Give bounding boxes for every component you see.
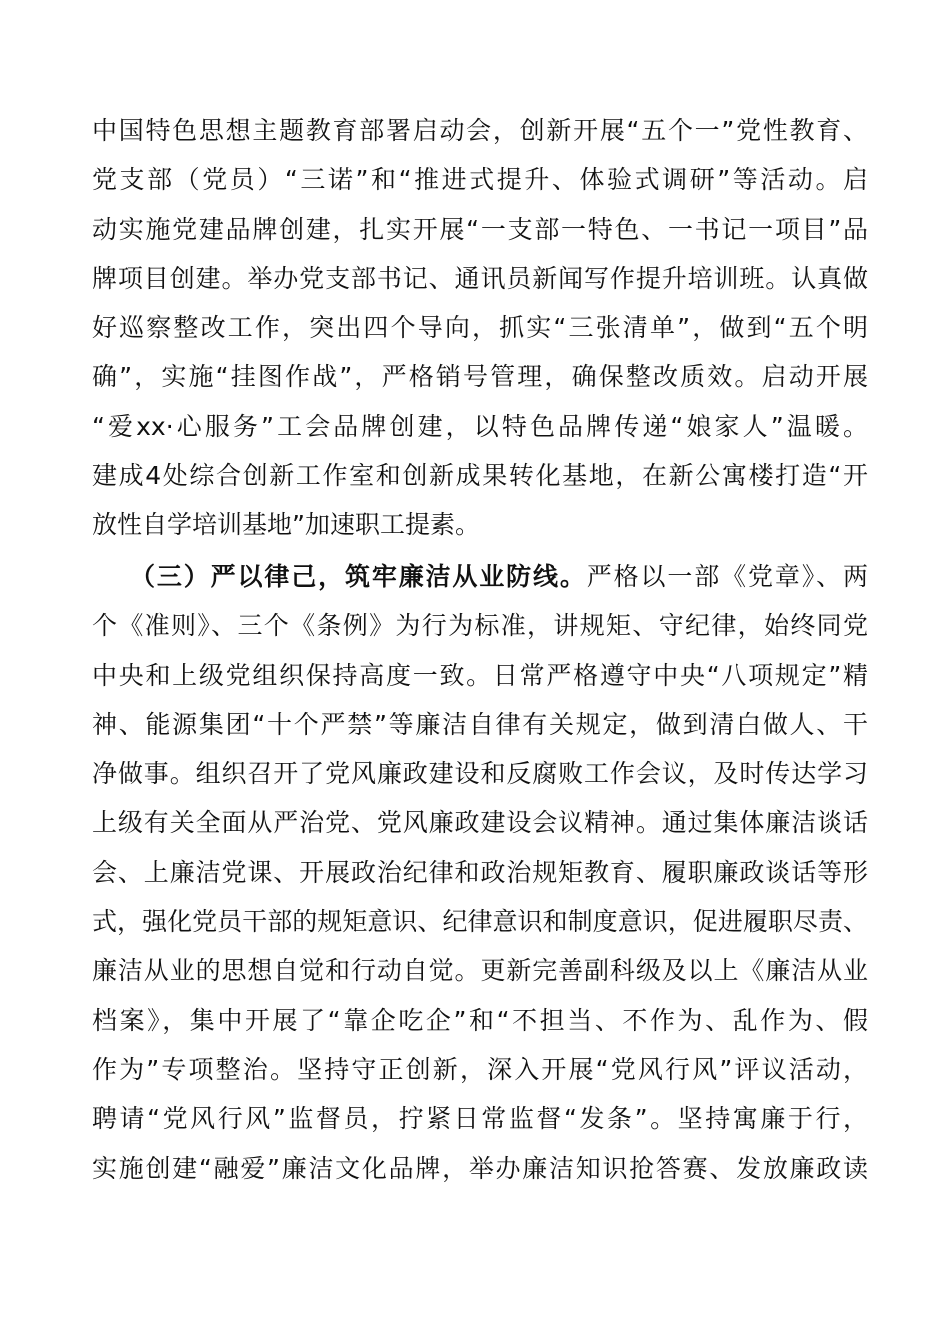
text-line: 个《准则》、三个《条例》为行为标准，讲规矩、守纪律，始终同党 xyxy=(92,611,868,641)
text-line: 净做事。组织召开了党风廉政建设和反腐败工作会议，及时传达学习 xyxy=(92,759,868,789)
text-line: 牌项目创建。举办党支部书记、通讯员新闻写作提升培训班。认真做 xyxy=(92,263,868,293)
text-line: 放性自学培训基地”加速职工提素。 xyxy=(92,510,480,540)
text-line: 建成4处综合创新工作室和创新成果转化基地，在新公寓楼打造“开 xyxy=(92,461,868,491)
text-line: 会、上廉洁党课、开展政治纪律和政治规矩教育、履职廉政谈话等形 xyxy=(92,857,868,887)
text-line: 确”，实施“挂图作战”，严格销号管理，确保整改质效。启动开展 xyxy=(92,362,868,392)
paragraph-party-building xyxy=(92,106,868,550)
text-line: 中央和上级党组织保持高度一致。日常严格遵守中央“八项规定”精 xyxy=(92,660,868,690)
text-line: 聘请“党风行风”监督员，拧紧日常监督“发条”。坚持寓廉于行， xyxy=(92,1104,868,1134)
text-line: 好巡察整改工作，突出四个导向，抓实“三张清单”，做到“五个明 xyxy=(92,313,868,343)
text-line: 党支部（党员）“三诺”和“推进式提升、体验式调研”等活动。启 xyxy=(92,165,868,195)
text-line: “爱xx·心服务”工会品牌创建，以特色品牌传递“娘家人”温暖。 xyxy=(92,411,868,441)
text-line: 中国特色思想主题教育部署启动会，创新开展“五个一”党性教育、 xyxy=(92,116,868,145)
text-line: 作为”专项整治。坚持守正创新，深入开展“党风行风”评议活动， xyxy=(92,1054,868,1084)
text-line-first xyxy=(92,552,868,601)
text-line: 神、能源集团“十个严禁”等廉洁自律有关规定，做到清白做人、干 xyxy=(92,709,868,739)
text-line: 廉洁从业的思想自觉和行动自觉。更新完善副科级及以上《廉洁从业 xyxy=(92,956,868,986)
text-line: 实施创建“融爱”廉洁文化品牌，举办廉洁知识抢答赛、发放廉政读 xyxy=(92,1153,868,1183)
section-heading: （三）严以律己，筑牢廉洁从业防线。 xyxy=(130,562,587,591)
text-line: 档案》，集中开展了“靠企吃企”和“不担当、不作为、乱作为、假 xyxy=(92,1005,868,1035)
text-line: 上级有关全面从严治党、党风廉政建设会议精神。通过集体廉洁谈话 xyxy=(92,808,868,838)
text-run: 严格以一部《党章》、两 xyxy=(586,562,868,591)
text-line: 式，强化党员干部的规矩意识、纪律意识和制度意识，促进履职尽责、 xyxy=(92,907,868,937)
paragraph-integrity xyxy=(92,552,868,1193)
text-line: 动实施党建品牌创建，扎实开展“一支部一特色、一书记一项目”品 xyxy=(92,214,868,244)
